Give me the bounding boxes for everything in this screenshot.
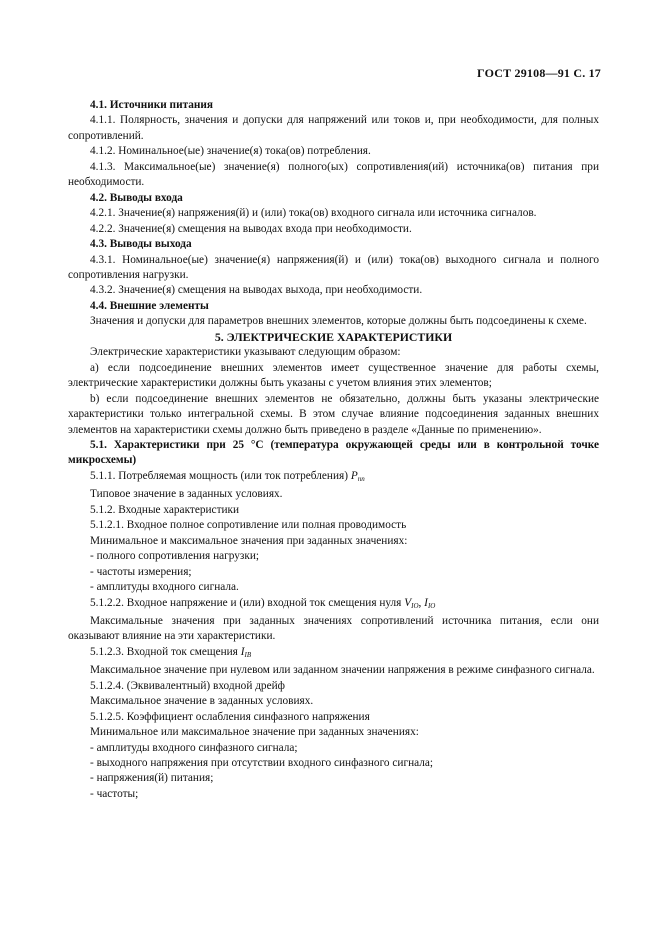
list-item: - частоты измерения; (90, 565, 192, 578)
heading-5-1: 5.1. Характеристики при 25 °С (температура окружающей среды или в контрольной точке микросхемы) (68, 438, 599, 467)
paragraph-5-b: b) если подсоединение внешних элементов не обязательно, должны быть указаны электрические характеристики только интегральной схемы. В этом случае влияние подсоединения заданных внешних элементов на характеристики схемы должно быть приведено в разделе «Данные по применению». (68, 392, 599, 436)
paragraph-5-1-1-text: 5.1.1. Потребляемая мощность (или ток потребления) (90, 469, 348, 482)
section-title: 5. ЭЛЕКТРИЧЕСКИЕ ХАРАКТЕРИСТИКИ (214, 329, 453, 344)
paragraph-5-1-1 (68, 469, 599, 487)
list-item: - амплитуды входного сигнала. (90, 581, 239, 594)
list-item: - амплитуды входного синфазного сигнала; (90, 741, 298, 754)
symbol-i-ib (241, 646, 251, 658)
list-item: - полного сопротивления нагрузки; (90, 550, 260, 563)
paragraph-5-1-2-3 (68, 645, 599, 663)
symbol-v-letter: V (404, 596, 412, 609)
symbol-separator: , (418, 596, 425, 609)
paragraph-5-1-2-1-b: Минимальное и максимальное значения при заданных значениях: (90, 534, 408, 547)
paragraph-4-1-1: 4.1.1. Полярность, значения и допуски для напряжений или токов и, при необходимости, для полных сопротивлений. (68, 114, 599, 142)
paragraph-4-4: Значения и допуски для параметров внешних элементов, которые должны быть подсоединены к схеме. (90, 315, 587, 328)
paragraph-4-1-3: 4.1.3. Максимальное(ые) значение(я) полного(ых) сопротивления(ий) источника(ов) питания при необходимости. (68, 160, 599, 189)
heading-4-3: 4.3. Выводы выхода (90, 238, 192, 251)
symbol-p-subscript: пп (357, 474, 365, 483)
paragraph-4-1-2: 4.1.2. Номинальное(ые) значение(я) тока(ов) потребления. (90, 145, 371, 158)
symbol-p (351, 470, 365, 482)
paragraph-4-3-1: 4.3.1. Номинальное(ые) значение(я) напряжения(й) и (или) тока(ов) выходного сигнала и полного сопротивления нагрузки. (68, 253, 599, 281)
document-body (68, 98, 599, 802)
paragraph-4-3-2: 4.3.2. Значение(я) смещения на выводах выхода, при необходимости. (90, 284, 423, 297)
list-item: - частоты; (90, 787, 139, 800)
symbol-v-subscript: IO (411, 601, 419, 610)
heading-4-4: 4.4. Внешние элементы (90, 299, 209, 312)
paragraph-4-2-2: 4.2.2. Значение(я) смещения на выводах входа при необходимости. (90, 222, 412, 235)
symbol-p-letter: P (350, 469, 358, 482)
symbol-ib-letter: I (240, 645, 245, 658)
paragraph-5-1-2-4-b: Максимальное значение в заданных условиях. (90, 695, 314, 708)
symbol-i-letter: I (424, 596, 428, 609)
paragraph-5-1-2-2-text: 5.1.2.2. Входное напряжение и (или) входной ток смещения нуля (90, 596, 402, 609)
paragraph-5-1-2-5-b: Минимальное или максимальное значение при заданных значениях: (90, 726, 419, 739)
paragraph-4-2-1: 4.2.1. Значение(я) напряжения(й) и (или) тока(ов) входного сигнала или источника сигналов. (90, 207, 537, 220)
paragraph-5-1-2-3-b: Максимальное значение при нулевом или заданном значении напряжения в режиме синфазного сигнала. (90, 664, 595, 677)
paragraph-5-1-2: 5.1.2. Входные характеристики (90, 503, 240, 516)
symbol-i-io (424, 597, 435, 609)
list-item: - напряжения(й) питания; (90, 772, 214, 785)
symbol-i-subscript: IO (427, 601, 436, 610)
paragraph-5-1-2-3-text: 5.1.2.3. Входной ток смещения (90, 645, 238, 658)
paragraph-5-1-2-2 (68, 596, 599, 614)
paragraph-5-1-2-4: 5.1.2.4. (Эквивалентный) входной дрейф (90, 679, 285, 692)
list-item: - выходного напряжения при отсутствии входного синфазного сигнала; (90, 757, 434, 770)
paragraph-5-1-1-b: Типовое значение в заданных условиях. (90, 488, 283, 501)
paragraph-5-1-2-5: 5.1.2.5. Коэффициент ослабления синфазного напряжения (90, 710, 370, 723)
paragraph-5-1-2-1: 5.1.2.1. Входное полное сопротивление или полная проводимость (90, 519, 407, 532)
symbol-ib-subscript: IB (244, 650, 252, 659)
paragraph-5-1-2-2-b (68, 614, 599, 645)
heading-4-1: 4.1. Источники питания (90, 99, 214, 111)
paragraph-5-intro: Электрические характеристики указывают следующим образом: (90, 346, 401, 359)
symbol-v-io (404, 597, 418, 609)
paragraph-5-1-2-2-b-text: Максимальные значения при заданных значениях сопротивлений источника питания, если они оказывают влияние на эти характеристики. (68, 614, 599, 643)
paragraph-5-a: а) если подсоединение внешних элементов имеет существенное значение для работы схемы, электрические характеристики должны быть указаны с учетом влияния этих элементов; (68, 361, 599, 390)
running-head: ГОСТ 29108—91 С. 17 (477, 66, 601, 80)
heading-4-2: 4.2. Выводы входа (90, 191, 183, 204)
